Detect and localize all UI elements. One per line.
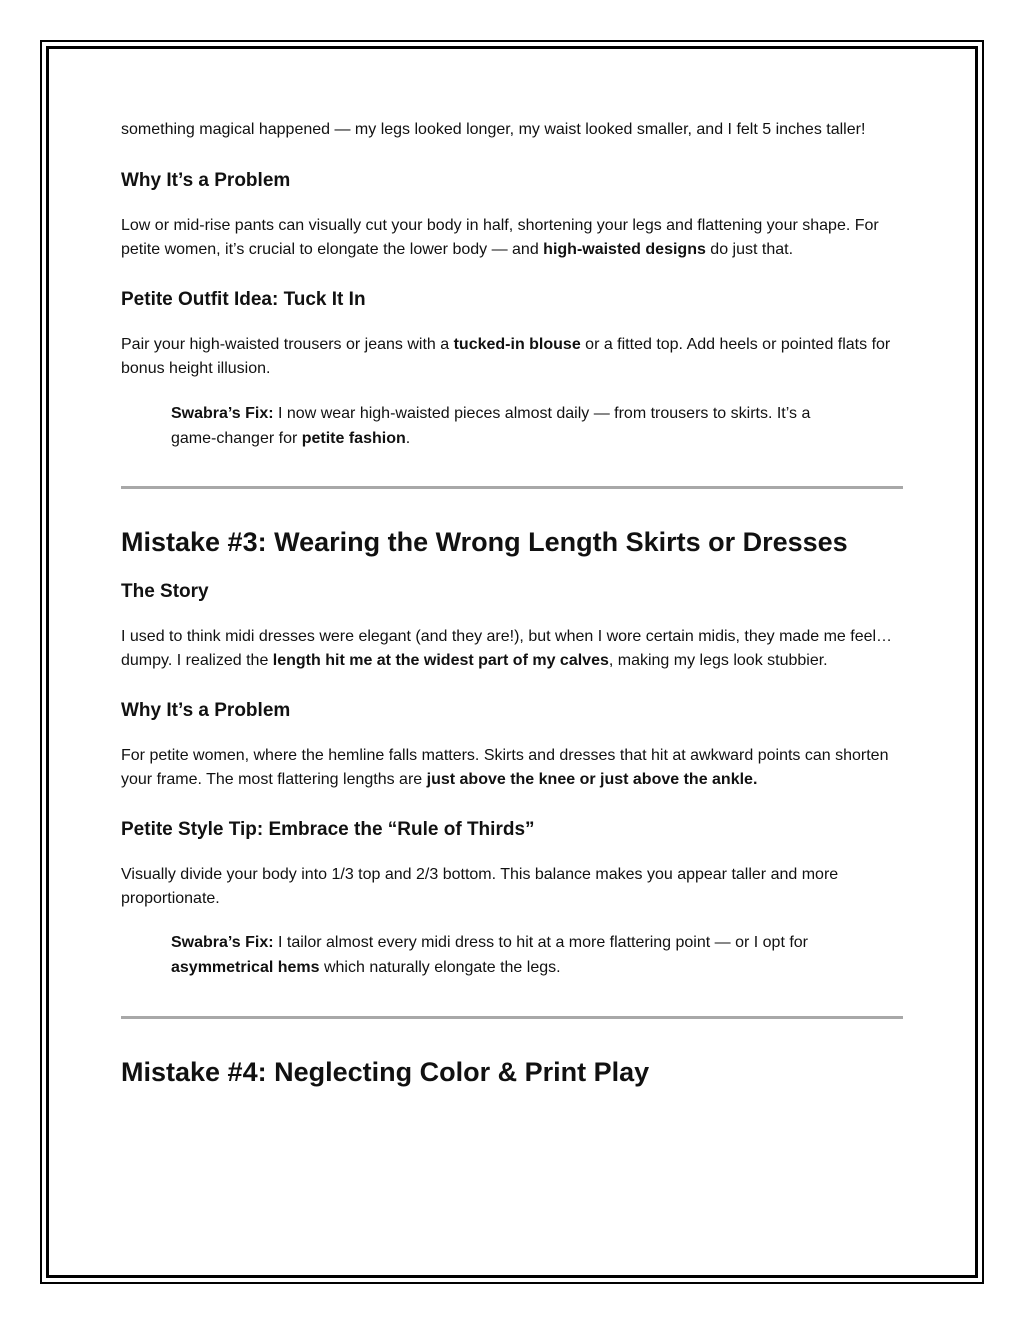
mistake-4-title: Mistake #4: Neglecting Color & Print Play (121, 1056, 650, 1087)
intro-paragraph: something magical happened — my legs looked longer, my waist looked smaller, and I felt 5 inches taller! (121, 121, 866, 138)
story-heading: The Story (121, 580, 209, 602)
style-tip-heading: Petite Style Tip: Embrace the “Rule of Thirds” (121, 818, 535, 840)
story-paragraph: I used to think midi dresses were elegant (and they are!), but when I wore certain midis, they made me feel… dumpy. I realized the length hit me at the widest part of my calves, making my legs look stubbier. (121, 627, 893, 669)
why-problem-heading-2: Why It’s a Problem (121, 169, 291, 191)
why-problem-paragraph-2: Low or mid-rise pants can visually cut your body in half, shortening your legs and flattening your shape. For petite women, it’s crucial to elongate the lower body — and high-waisted designs do just that. (121, 216, 879, 258)
outfit-idea-heading: Petite Outfit Idea: Tuck It In (121, 288, 366, 310)
why-problem-heading-3: Why It’s a Problem (121, 699, 291, 721)
section-divider (121, 486, 903, 489)
outfit-idea-paragraph: Pair your high-waisted trousers or jeans with a tucked-in blouse or a fitted top. Add heels or pointed flats for bonus height illusion. (121, 335, 891, 377)
why-problem-paragraph-3: For petite women, where the hemline falls matters. Skirts and dresses that hit at awkward points can shorten your frame. The most flattering lengths are just above the knee or just above the ankle. (121, 746, 889, 788)
section-divider (121, 1016, 903, 1019)
swabra-fix-note-2: Swabra’s Fix: I now wear high-waisted pieces almost daily — from trousers to skirts. It’s a game-changer for petite fashion. (171, 404, 811, 447)
style-tip-paragraph: Visually divide your body into 1/3 top and 2/3 bottom. This balance makes you appear taller and more proportionate. (121, 865, 839, 907)
swabra-fix-note-3: Swabra’s Fix: I tailor almost every midi dress to hit at a more flattering point — or I opt for asymmetrical hems which naturally elongate the legs. (171, 933, 808, 976)
article-body (121, 118, 907, 1089)
mistake-3-title: Mistake #3: Wearing the Wrong Length Skirts or Dresses (121, 526, 848, 557)
